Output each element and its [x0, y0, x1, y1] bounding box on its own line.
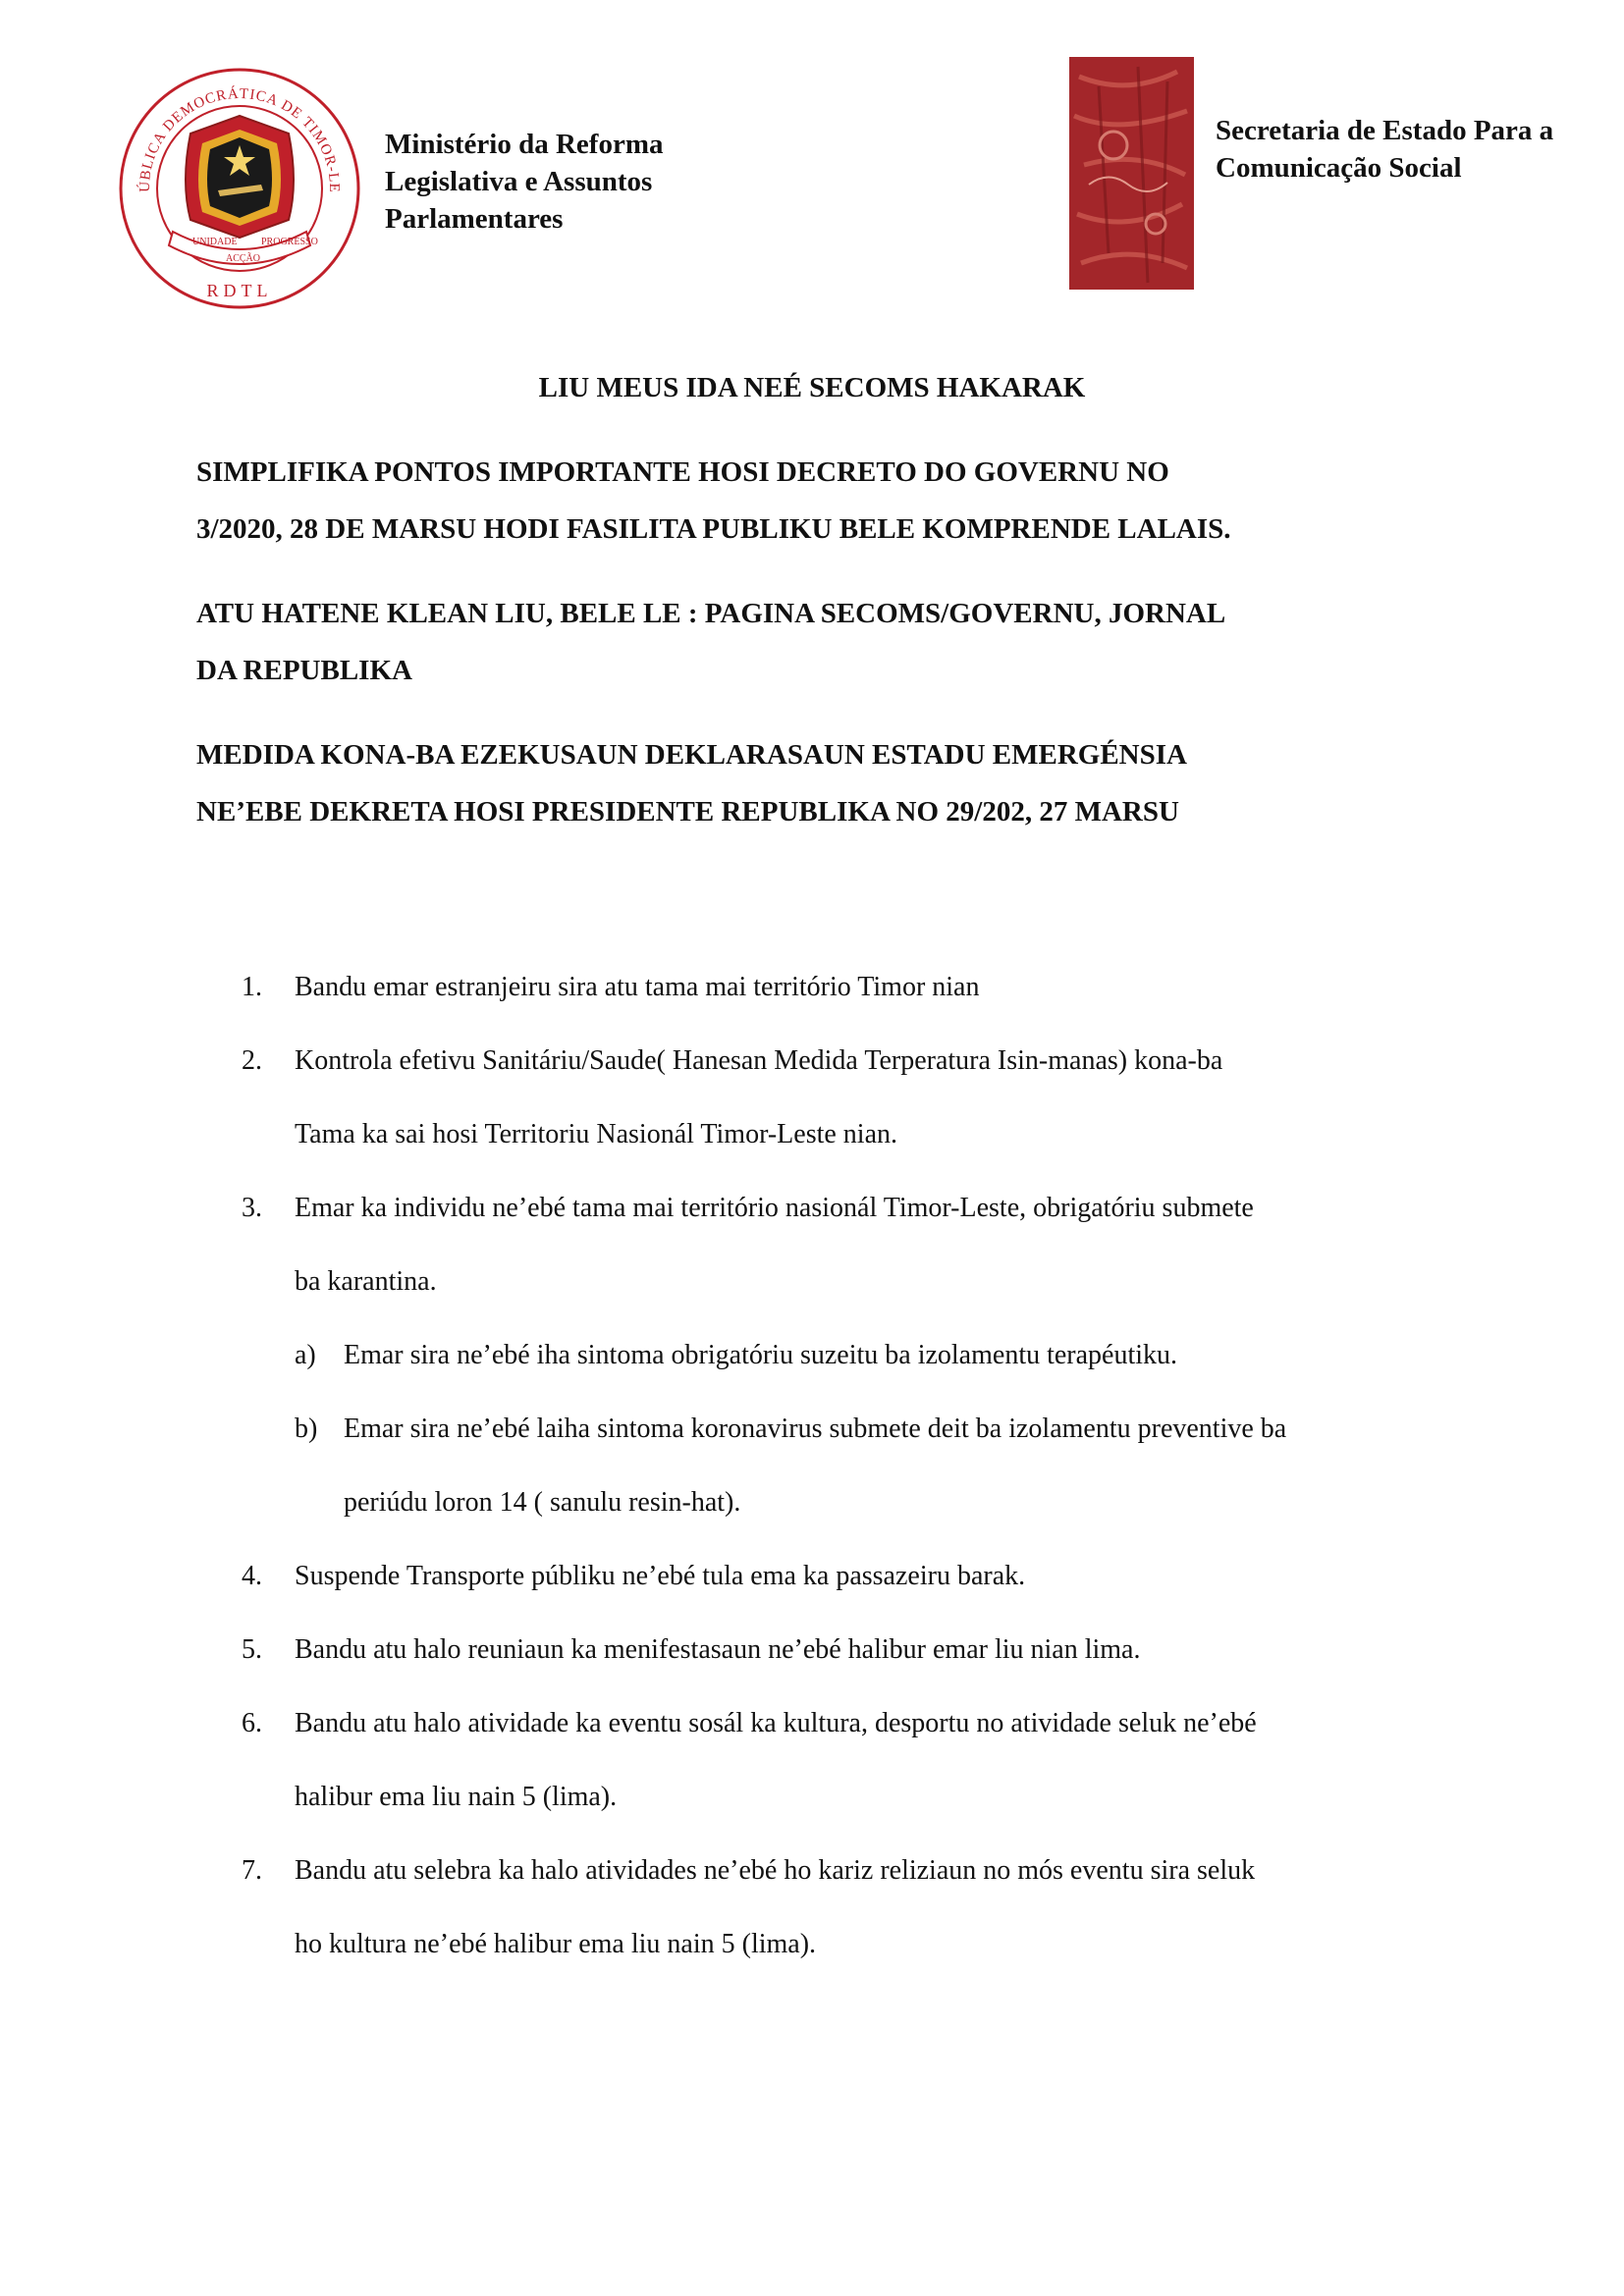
- list-number: 4.: [242, 1561, 262, 1591]
- list-text: Bandu atu halo atividade ka eventu sosál ka kultura, desportu no atividade seluk ne’ebé: [295, 1708, 1257, 1738]
- list-item: [196, 1834, 1492, 1981]
- secretariat-line: Secretaria de Estado Para a: [1216, 115, 1554, 146]
- seal-ribbon-center: ACÇÃO: [226, 253, 261, 264]
- secretariat-line: Comunicação Social: [1216, 152, 1462, 184]
- heading-line: DA REPUBLIKA: [196, 655, 412, 686]
- ministry-line: Legislativa e Assuntos: [385, 166, 653, 197]
- ministry-line: Ministério da Reforma: [385, 129, 664, 160]
- seal-bottom-text: RDTL: [206, 281, 273, 300]
- secom-logo: [1069, 57, 1194, 290]
- heading-line: SIMPLIFIKA PONTOS IMPORTANTE HOSI DECRETO DO GOVERNU NO: [196, 456, 1169, 488]
- sub-list-letter: a): [295, 1340, 316, 1370]
- list-text: Bandu atu selebra ka halo atividades ne’ebé ho kariz reliziaun no mós eventu sira seluk: [295, 1855, 1256, 1886]
- document-title: LIU MEUS IDA NEÉ SECOMS HAKARAK: [538, 372, 1086, 403]
- secom-logo-graphic: [1069, 57, 1194, 290]
- list-text: Tama ka sai hosi Territoriu Nasionál Timor-Leste nian.: [295, 1119, 898, 1149]
- list-number: 6.: [242, 1708, 262, 1738]
- list-item: [196, 1024, 1492, 1171]
- list-text: Bandu emar estranjeiru sira atu tama mai território Timor nian: [295, 972, 980, 1002]
- sub-list-text: periúdu loron 14 ( sanulu resin-hat).: [344, 1487, 741, 1518]
- sub-list-item: [196, 1392, 1492, 1539]
- heading-block: [196, 726, 1453, 840]
- list-item: [196, 950, 1492, 1024]
- list-number: 2.: [242, 1045, 262, 1076]
- heading-line: NE’EBE DEKRETA HOSI PRESIDENTE REPUBLIKA NO 29/202, 27 MARSU: [196, 796, 1179, 828]
- list-text: Bandu atu halo reuniaun ka menifestasaun ne’ebé halibur emar liu nian lima.: [295, 1634, 1141, 1665]
- list-number: 3.: [242, 1193, 262, 1223]
- list-text: halibur ema liu nain 5 (lima).: [295, 1782, 618, 1812]
- secretariat-name: [1216, 112, 1608, 187]
- sub-list-text: Emar sira ne’ebé laiha sintoma koronavirus submete deit ba izolamentu preventive ba: [344, 1414, 1287, 1444]
- seal-ribbon-left: UNIDADE: [192, 237, 238, 247]
- list-text: Kontrola efetivu Sanitáriu/Saude( Hanesan Medida Terperatura Isin-manas) kona-ba: [295, 1045, 1223, 1076]
- seal-ribbon-right: PROGRESSO: [261, 237, 318, 247]
- list-text: Emar ka individu ne’ebé tama mai território nasionál Timor-Leste, obrigatóriu submete: [295, 1193, 1254, 1223]
- list-number: 1.: [242, 972, 262, 1002]
- heading-block: [196, 444, 1453, 558]
- list-item: [196, 1613, 1492, 1686]
- rdtl-seal: [116, 65, 363, 312]
- heading-line: MEDIDA KONA-BA EZEKUSAUN DEKLARASAUN ESTADU EMERGÉNSIA: [196, 739, 1187, 771]
- list-text: ba karantina.: [295, 1266, 437, 1297]
- sub-list-letter: b): [295, 1414, 318, 1444]
- list-item: [196, 1686, 1492, 1834]
- list-text: Suspende Transporte públiku ne’ebé tula ema ka passazeiru barak.: [295, 1561, 1026, 1591]
- heading-line: 3/2020, 28 DE MARSU HODI FASILITA PUBLIKU BELE KOMPRENDE LALAIS.: [196, 513, 1231, 545]
- list-number: 7.: [242, 1855, 262, 1886]
- heading-block: [196, 585, 1453, 699]
- ministry-line: Parlamentares: [385, 203, 564, 235]
- ministry-name: [385, 126, 758, 238]
- list-number: 5.: [242, 1634, 262, 1665]
- sub-list-item: [196, 1318, 1492, 1392]
- list-item: [196, 1171, 1492, 1318]
- heading-line: ATU HATENE KLEAN LIU, BELE LE : PAGINA SECOMS/GOVERNU, JORNAL: [196, 598, 1226, 629]
- sub-list-text: Emar sira ne’ebé iha sintoma obrigatóriu suzeitu ba izolamentu terapéutiku.: [344, 1340, 1178, 1370]
- list-text: ho kultura ne’ebé halibur ema liu nain 5 (lima).: [295, 1929, 817, 1959]
- seal-ring-text: ÚBLICA DEMOCRÁTICA DE TIMOR-LE: [136, 85, 343, 193]
- measures-list: [196, 950, 1492, 1981]
- list-item: [196, 1539, 1492, 1613]
- rdtl-seal-emblem: [116, 65, 363, 312]
